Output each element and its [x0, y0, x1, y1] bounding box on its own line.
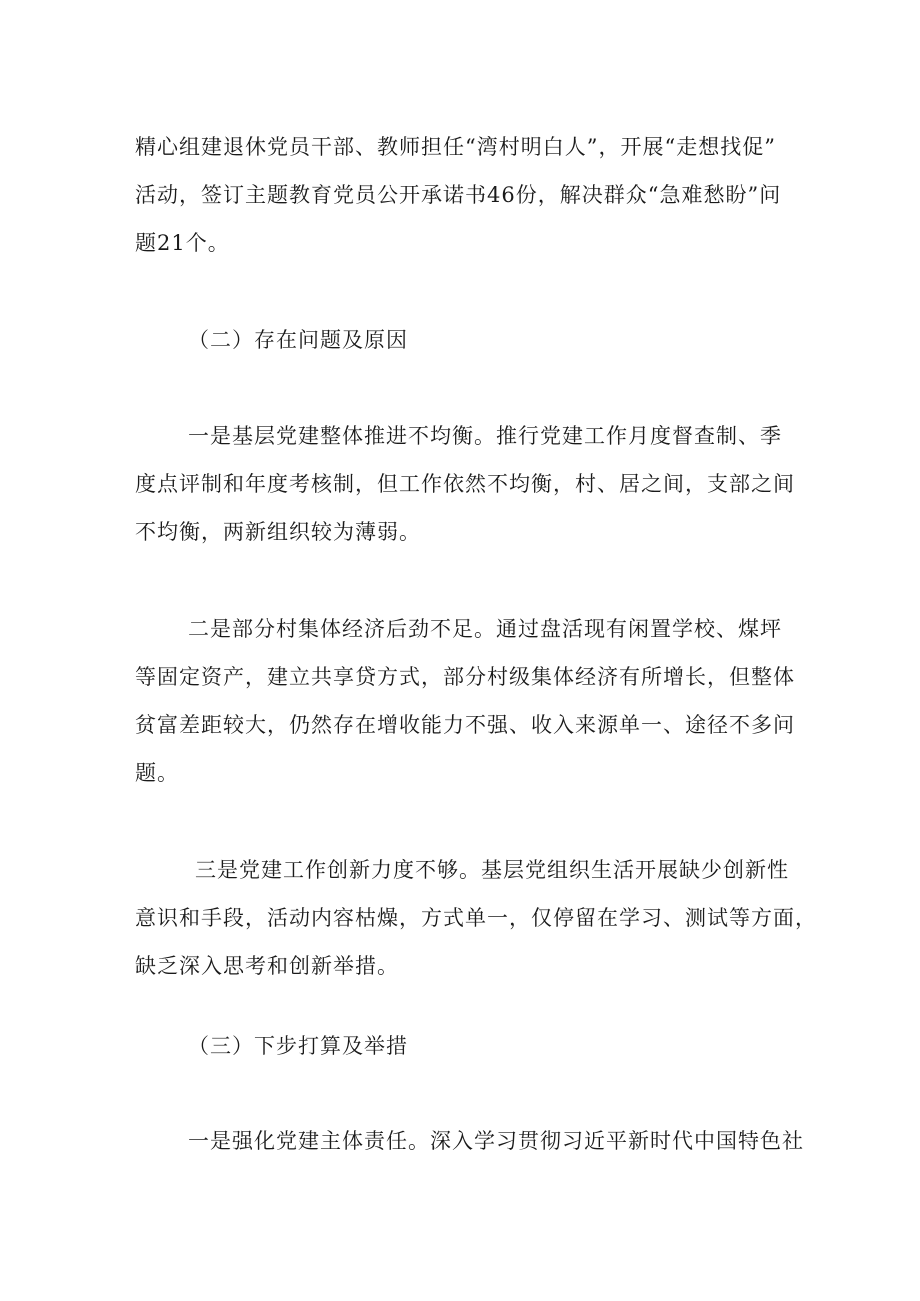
paragraph-line: 题。 [135, 761, 179, 785]
paragraph-line: 题21个。 [135, 231, 230, 255]
paragraph-line: 一是强化党建主体责任。深入学习贯彻习近平新时代中国特色社 [188, 1129, 804, 1153]
paragraph-line: 一是基层党建整体推进不均衡。推行党建工作月度督查制、季 [188, 424, 782, 448]
section-heading-3: （三）下步打算及举措 [188, 1034, 408, 1058]
paragraph-line: 度点评制和年度考核制，但工作依然不均衡，村、居之间，支部之间 [135, 472, 795, 496]
paragraph-line: 贫富差距较大，仍然存在增收能力不强、收入来源单一、途径不多问 [135, 713, 795, 737]
section-heading-2: （二）存在问题及原因 [188, 328, 408, 352]
paragraph-line: 不均衡，两新组织较为薄弱。 [135, 520, 421, 544]
paragraph-line: 等固定资产，建立共享贷方式，部分村级集体经济有所增长，但整体 [135, 665, 795, 689]
paragraph-line: 缺乏深入思考和创新举措。 [135, 954, 399, 978]
paragraph-line: 三是党建工作创新力度不够。基层党组织生活开展缺少创新性 [195, 858, 789, 882]
paragraph-line: 意识和手段，活动内容枯燥，方式单一，仅停留在学习、测试等方面， [135, 906, 817, 930]
paragraph-line: 精心组建退休党员干部、教师担任“湾村明白人”，开展“走想找促” [135, 135, 776, 159]
paragraph-line: 活动，签订主题教育党员公开承诺书46份，解决群众“急难愁盼”问 [135, 183, 782, 207]
paragraph-line: 二是部分村集体经济后劲不足。通过盘活现有闲置学校、煤坪 [188, 617, 782, 641]
